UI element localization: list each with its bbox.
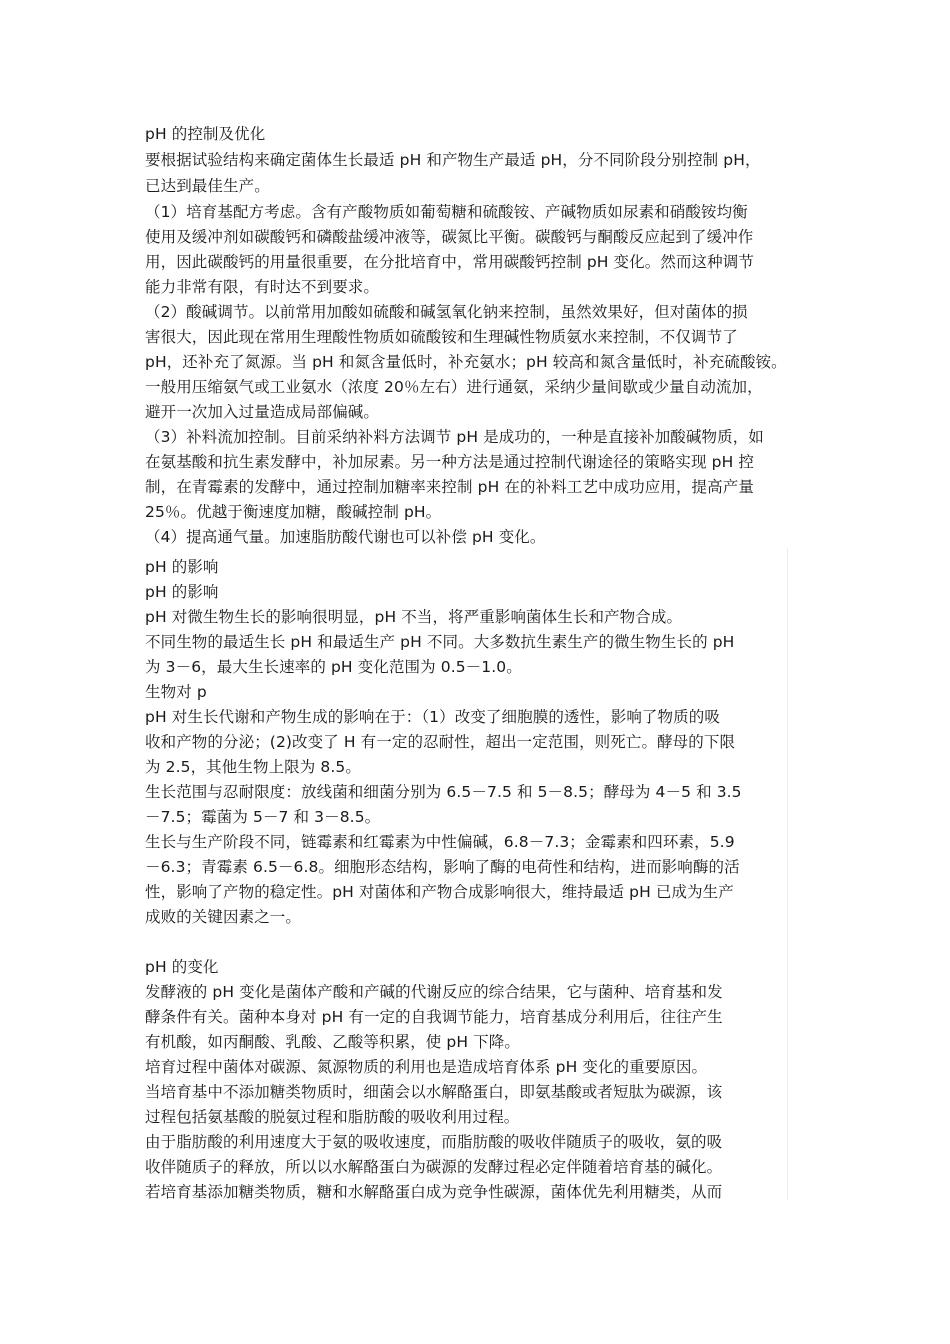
paragraph-line: 25％。优越于衡速度加糖，酸碱控制 pH。 [145,503,442,521]
paragraph-line: 生长范围与忍耐限度：放线菌和细菌分别为 6.5－7.5 和 5－8.5；酵母为 4－5 和 3.5 [145,783,742,801]
section-title-ph-change: pH 的变化 [145,958,219,976]
paragraph-line: 为 2.5，其他生物上限为 8.5。 [145,758,361,776]
paragraph-line: 在氨基酸和抗生素发酵中，补加尿素。另一种方法是通过控制代谢途径的策略实现 pH 控 [145,453,754,471]
paragraph-line: 当培育基中不添加糖类物质时，细菌会以水解酪蛋白，即氨基酸或者短肽为碳源，该 [145,1083,723,1101]
paragraph-line: 收伴随质子的释放，所以以水解酪蛋白为碳源的发酵过程必定伴随着培育基的碱化。 [145,1158,723,1176]
paragraph-line: 一般用压缩氨气或工业氨水（浓度 20％左右）进行通氨，采纳少量间歇或少量自动流加， [145,378,763,396]
paragraph-line: （1）培育基配方考虑。含有产酸物质如葡萄糖和硫酸铵、产碱物质如尿素和硝酸铵均衡 [145,203,748,221]
paragraph-line: 制，在青霉素的发酵中，通过控制加糖率来控制 pH 在的补料工艺中成功应用，提高产量 [145,478,754,496]
paragraph-line: 害很大，因此现在常用生理酸性物质如硫酸铵和生理碱性物质氨水来控制，不仅调节了 [145,328,738,346]
section-title-ph-effect: pH 的影响 [145,558,219,576]
section-title-ph-control: pH 的控制及优化 [145,125,266,143]
paragraph-line: （3）补料流加控制。目前采纳补料方法调节 pH 是成功的，一种是直接补加酸碱物质，如 [145,428,764,446]
paragraph-line: 酵条件有关。菌种本身对 pH 有一定的自我调节能力，培育基成分利用后，往往产生 [145,1008,723,1026]
paragraph-line: （4）提高通气量。加速脂肪酸代谢也可以补偿 pH 变化。 [145,528,546,546]
paragraph-line: －7.5；霉菌为 5－7 和 3－8.5。 [145,808,381,826]
paragraph-line: 能力非常有限，有时达不到要求。 [145,278,380,296]
paragraph-line: 成败的关键因素之一。 [145,908,302,926]
paragraph-line: pH 对微生物生长的影响很明显，pH 不当，将严重影响菌体生长和产物合成。 [145,608,683,626]
paragraph-line: 已达到最佳生产。 [145,177,270,195]
paragraph-line: 要根据试验结构来确定菌体生长最适 pH 和产物生产最适 pH，分不同阶段分别控制 pH， [145,151,761,169]
paragraph-line: 收和产物的分泌；(2)改变了 H 有一定的忍耐性，超出一定范围，则死亡。酵母的下限 [145,733,736,751]
paragraph-line: pH 对生长代谢和产物生成的影响在于：（1）改变了细胞膜的透性，影响了物质的吸 [145,708,720,726]
paragraph-line: 培育过程中菌体对碳源、氮源物质的利用也是造成培育体系 pH 变化的重要原因。 [145,1058,708,1076]
paragraph-line: 生长与生产阶段不同，链霉素和红霉素为中性偏碱，6.8－7.3；金霉素和四环素，5.9 [145,833,735,851]
paragraph-line: 有机酸，如丙酮酸、乳酸、乙酸等积累，使 pH 下降。 [145,1033,520,1051]
paragraph-line: 性，影响了产物的稳定性。pH 对菌体和产物合成影响很大，维持最适 pH 已成为生产 [145,883,734,901]
right-edge-divider [787,548,788,1200]
paragraph-line: －6.3；青霉素 6.5－6.8。细胞形态结构，影响了酶的电荷性和结构，进而影响酶的活 [145,858,740,876]
paragraph-line: 若培育基添加糖类物质，糖和水解酪蛋白成为竞争性碳源，菌体优先利用糖类，从而 [145,1183,723,1201]
paragraph-line: 使用及缓冲剂如碳酸钙和磷酸盐缓冲液等，碳氮比平衡。碳酸钙与酮酸反应起到了缓冲作 [145,228,754,246]
paragraph-line: 过程包括氨基酸的脱氨过程和脂肪酸的吸收利用过程。 [145,1108,520,1126]
paragraph-line: 为 3－6，最大生长速率的 pH 变化范围为 0.5－1.0。 [145,658,522,676]
paragraph-line: 发酵液的 pH 变化是菌体产酸和产碱的代谢反应的综合结果，它与菌种、培育基和发 [145,983,723,1001]
paragraph-line: pH，还补充了氮源。当 pH 和氮含量低时，补充氨水；pH 较高和氮含量低时，补充硫酸铵。 [145,353,787,371]
paragraph-line: 不同生物的最适生长 pH 和最适生产 pH 不同。大多数抗生素生产的微生物生长的 pH [145,633,735,651]
paragraph-line: （2）酸碱调节。以前常用加酸如硫酸和碱氢氧化钠来控制，虽然效果好，但对菌体的损 [145,303,748,321]
paragraph-line: 生物对 p [145,683,207,701]
paragraph-line: 由于脂肪酸的利用速度大于氨的吸收速度，而脂肪酸的吸收伴随质子的吸收，氨的吸 [145,1133,723,1151]
subheading-ph-effect: pH 的影响 [145,583,219,601]
paragraph-line: 用，因此碳酸钙的用量很重要，在分批培育中，常用碳酸钙控制 pH 变化。然而这种调节 [145,253,754,271]
paragraph-line: 避开一次加入过量造成局部偏碱。 [145,403,380,421]
